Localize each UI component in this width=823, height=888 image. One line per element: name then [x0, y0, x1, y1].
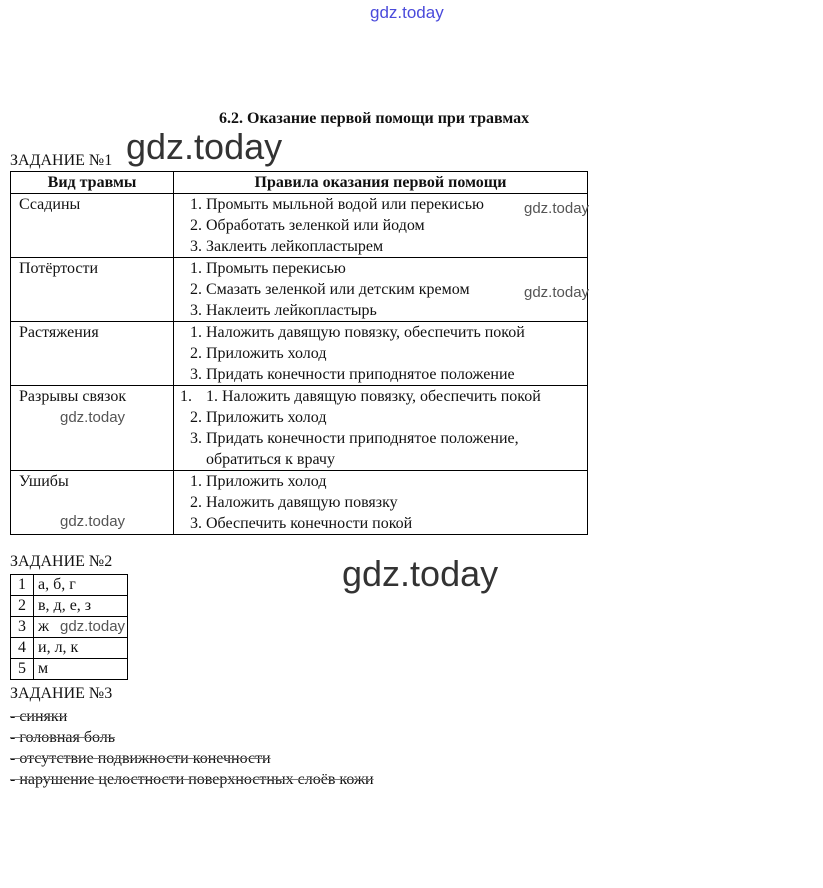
step-item: 3. Обеспечить конечности покой — [206, 513, 581, 534]
table-row — [11, 659, 128, 680]
section-title: 6.2. Оказание первой помощи при травмах — [219, 110, 530, 127]
header-injury-type: Вид травмы — [11, 172, 174, 194]
task1-label: ЗАДАНИЕ №1 — [10, 152, 113, 169]
symptoms-list — [10, 706, 374, 790]
step-item: 1. Наложить давящую повязку, обеспечить покой — [206, 322, 581, 343]
watermark-small: gdz.today — [524, 284, 590, 301]
step-item: 2. Обработать зеленкой или йодом — [206, 215, 581, 236]
table-row — [11, 575, 128, 596]
injury-name: Растяжения — [11, 322, 174, 386]
table-header-row — [11, 172, 588, 194]
step-item: 2. Приложить холод — [206, 407, 581, 428]
task2-label: ЗАДАНИЕ №2 — [10, 553, 113, 570]
first-aid-table — [10, 171, 588, 535]
watermark-small: gdz.today — [524, 200, 590, 217]
header-first-aid-rules: Правила оказания первой помощи — [174, 172, 588, 194]
table-row — [11, 258, 588, 322]
list-item: - отсутствие подвижности конечности — [10, 750, 271, 767]
table-row — [11, 322, 588, 386]
step-item: 1. 1. Наложить давящую повязку, обеспечить покой — [180, 388, 541, 405]
first-aid-steps — [174, 471, 588, 535]
table-row — [11, 194, 588, 258]
step-item: 3. Заклеить лейкопластырем — [206, 236, 581, 257]
list-item: - головная боль — [10, 729, 116, 746]
watermark-large: gdz.today — [342, 553, 499, 594]
list-item: - синяки — [10, 708, 68, 725]
step-item: 1. Промыть мыльной водой или перекисью — [206, 194, 581, 215]
step-item: 3. Придать конечности приподнятое положение, обратиться к врачу — [206, 428, 581, 470]
first-aid-steps — [174, 386, 588, 471]
watermark-large: gdz.today — [126, 126, 283, 167]
watermark-top: gdz.today — [370, 3, 444, 22]
table-row — [11, 386, 588, 471]
answer-letters: а, б, г — [34, 575, 128, 596]
watermark-small: gdz.today — [60, 409, 126, 426]
injury-name: Ушибы — [11, 471, 174, 535]
injury-name: Потёртости — [11, 258, 174, 322]
answer-letters: в, д, е, з — [34, 596, 128, 617]
table-row — [11, 596, 128, 617]
step-item: 3. Наклеить лейкопластырь — [206, 300, 581, 321]
step-item: 1. Промыть перекисью — [206, 258, 581, 279]
task3-label: ЗАДАНИЕ №3 — [10, 685, 113, 702]
step-item: 2. Смазать зеленкой или детским кремом — [206, 279, 581, 300]
answer-number: 4 — [11, 638, 34, 659]
step-item: 2. Приложить холод — [206, 343, 581, 364]
answer-number: 3 — [11, 617, 34, 638]
first-aid-steps — [174, 322, 588, 386]
list-item: - нарушение целостности поверхностных слоёв кожи — [10, 771, 374, 788]
step-text: 1. Наложить давящую повязку, обеспечить покой — [206, 388, 541, 405]
injury-name: Разрывы связок — [11, 386, 174, 471]
answer-number: 1 — [11, 575, 34, 596]
step-item: 2. Наложить давящую повязку — [206, 492, 581, 513]
step-item: 1. Приложить холод — [206, 471, 581, 492]
answer-number: 2 — [11, 596, 34, 617]
step-item: 3. Придать конечности приподнятое положение — [206, 364, 581, 385]
answer-letters: и, л, к — [34, 638, 128, 659]
answer-letters: ж — [34, 617, 128, 638]
answer-letters: м — [34, 659, 128, 680]
injury-name: Ссадины — [11, 194, 174, 258]
table-row — [11, 638, 128, 659]
watermark-small: gdz.today — [60, 618, 126, 635]
watermark-small: gdz.today — [60, 513, 126, 530]
answer-number: 5 — [11, 659, 34, 680]
